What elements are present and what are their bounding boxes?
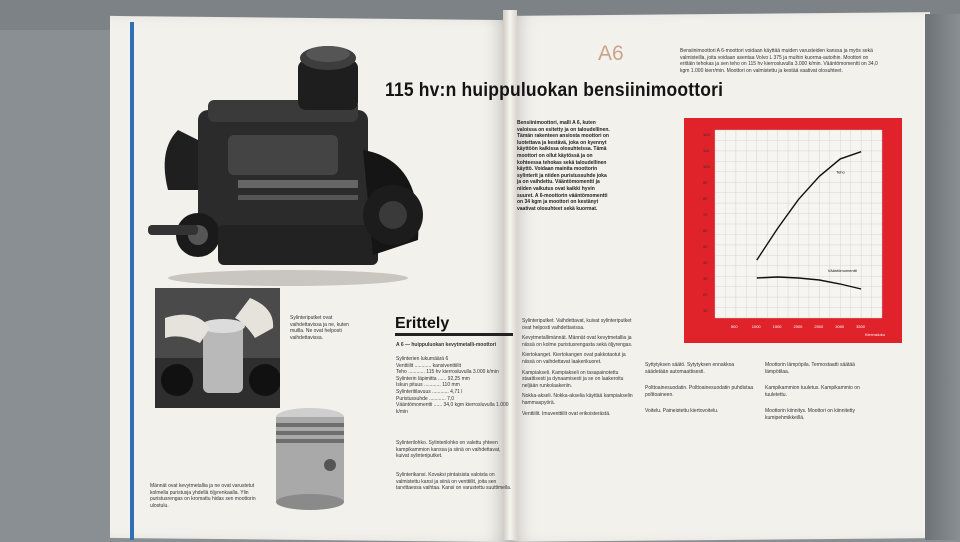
- section-heading: Erittely: [395, 315, 450, 332]
- column-paragraph: Kiertokanget. Kiertokangen ovat pakkotaotut ja niissä on vaihdettavat laakerikuoret.: [522, 352, 626, 365]
- model-label: A6: [598, 42, 624, 65]
- right-top-text: Bensiinimoottori A 6-moottori voidaan käyttää muiden varusteiden kanssa ja myös sekä valmisteilla, joita voidaan asentaa Volvo L 375 ja muihin kuorma-autoihin. Moottori on erittäin tehokas ja sen teho on 115 hv kierrosluvulla 3.000 k/min. Vääntömomentti on 34,0 kgm 1.000 kierr/min. Moottori on valmistettu ja kestää vaativat olosuhteet.: [680, 48, 878, 74]
- column-paragraph: Polttoainesuodatin. Polttoainesuodatin puhdistaa polttoaineen.: [645, 385, 754, 398]
- caption-bottom: Männät ovat kevytmetallia ja ne ovat varustetut kolmella puristusja yhdellä öljyrenkaalla. Ylin puristusrengas on kromattu hidas sen moottorin ulostulu.: [150, 483, 256, 509]
- column-paragraph: Syttytyksen säätö. Sytytyksen ennakkoa säädetään automaattisesti.: [645, 362, 735, 375]
- spec-lead: A 6 — huippuluokan kevytmetalli-moottori: [396, 342, 497, 348]
- x-tick-label: 500: [730, 324, 738, 329]
- column-paragraph: Voitelu. Paineistettu kiertovoitelu.: [645, 408, 719, 415]
- spec-item: Teho ............ 115 hv kierrosluvulla 3.000 k/min: [396, 369, 499, 376]
- x-axis-label: Kierrosluku: [865, 332, 886, 337]
- x-tick-label: 3500: [856, 324, 866, 329]
- spec-list: [396, 356, 514, 415]
- right-column-2: [645, 362, 755, 415]
- series-label-vaantomomentti: Vääntömomentti: [827, 268, 857, 273]
- piston-photo: [270, 405, 350, 515]
- column-paragraph: Venttiilit. Imuventtiilit ovat erikoisterästä.: [522, 410, 611, 417]
- page-title: 115 hv:n huippuluokan bensiinimoottori: [385, 80, 724, 101]
- column-paragraph: Kampikammion tuuletus. Kampikammio on tuuletettu.: [765, 385, 860, 398]
- y-tick-label: 60: [703, 228, 708, 233]
- x-tick-label: 2000: [793, 324, 803, 329]
- column-paragraph: Kevytmetallimännät. Männät ovat kevytmetallia ja niissä on kolme puristusrengasta sekä öljyrengas.: [522, 335, 633, 348]
- piston-hands-photo: [155, 288, 280, 408]
- spec-paragraph: Sylinterilohko. Sylinterilohko on valettu yhteen kampikammion kanssa ja siinä on vaihdettavat, kuivat sylinteriputket.: [396, 440, 501, 460]
- spec-item: Iskun pituus ............ 110 mm: [396, 382, 460, 389]
- caption-top: Sylinteriputket ovat vaihdettavissa ja ne, kuten muilla. Ne ovat helposti vaihdettavissa.: [290, 315, 349, 341]
- y-tick-label: 40: [703, 260, 708, 265]
- series-label-teho: Teho: [836, 169, 845, 175]
- performance-chart: [700, 118, 900, 343]
- spec-item: Puristussuhde ............ 7,0: [396, 395, 455, 402]
- spec-item: Sylinteritilavuus ............ 4,71 l: [396, 388, 463, 395]
- heading-rule: [395, 333, 513, 336]
- engine-illustration: [138, 40, 428, 290]
- spec-item: Sylinterin läpimitta ...... 92,25 mm: [396, 375, 470, 382]
- spec-item: Venttiilit ............ kansiventtiilit: [396, 362, 462, 369]
- blue-page-edge: [130, 22, 134, 540]
- y-tick-label: 90: [703, 180, 708, 185]
- column-paragraph: Sylinteriputket. Vaihdettavat, kuivat sylinteriputket ovat helposti vaihdettavissa.: [522, 318, 632, 331]
- right-column-3: [765, 362, 880, 422]
- x-tick-label: 3000: [835, 324, 845, 329]
- spec-item: Vääntömomentti ...... 34,0 kgm kierrosluvulla 1.000 k/min: [396, 402, 509, 415]
- column-paragraph: Nokka-akseli. Nokka-akselia käyttää kampiakselin hammaspyörä.: [522, 393, 633, 406]
- x-tick-label: 1000: [751, 324, 761, 329]
- y-tick-label: 70: [703, 212, 708, 217]
- y-tick-label: 10: [703, 308, 708, 313]
- y-tick-label: 80: [703, 196, 708, 201]
- intro-column: Bensiinimoottori, malli A 6, kuten valoissa on esitetty ja on taloudellinen. Tämän rakenteen ansiosta moottori on luotettava ja kestävä, joka on kyennyt käyttöön kaikissa olosuhteissa. Tämä moottori on ollut käytössä ja on kohteessa tehokas sekä taloudellinen käyttö. Voidaan mainita moottorin sylinterit ja niiden puristussuhde joka ja on vaihdettu. Vääntömomentti ja niiden vaikutus ovat kaikki hyvin suuret. A 6-moottorin vääntömomentti on 34 kgm ja moottori on kestänyt vaativat olosuhteet sekä kuormat.: [517, 120, 610, 212]
- spec-item: Sylinterien lukumäärä 6: [396, 356, 449, 362]
- column-paragraph: Moottorin kiinnitys. Moottori on kiinnitetty kumipehmikkeillä.: [765, 408, 856, 421]
- right-shadow: [925, 14, 960, 540]
- right-column-1: [522, 318, 637, 417]
- y-tick-label: 110: [703, 148, 710, 153]
- column-paragraph: Kampiakseli. Kampiakseli on tasapainotettu staattisesti ja dynaamisesti ja se on laakeroitu neljään runkolaakeriin.: [522, 369, 624, 389]
- x-tick-label: 1500: [772, 324, 782, 329]
- x-tick-label: 2500: [814, 324, 824, 329]
- y-tick-label: 100: [703, 164, 710, 169]
- y-tick-label: 50: [703, 244, 708, 249]
- y-tick-label: 30: [703, 276, 708, 281]
- column-paragraph: Moottorin lämpöpila. Termostaatti säätää lämpötilaa.: [765, 362, 855, 375]
- y-tick-label: 120: [703, 132, 710, 137]
- spec-paragraph: Sylinterikansi. Kovaksi pintaisista valoista on valmistettu kansi ja siinä on venttiilit, joita sen tarvittaessa vaihtaa. Kansi on varustettu suuttimella.: [396, 472, 512, 492]
- y-tick-label: 20: [703, 292, 708, 297]
